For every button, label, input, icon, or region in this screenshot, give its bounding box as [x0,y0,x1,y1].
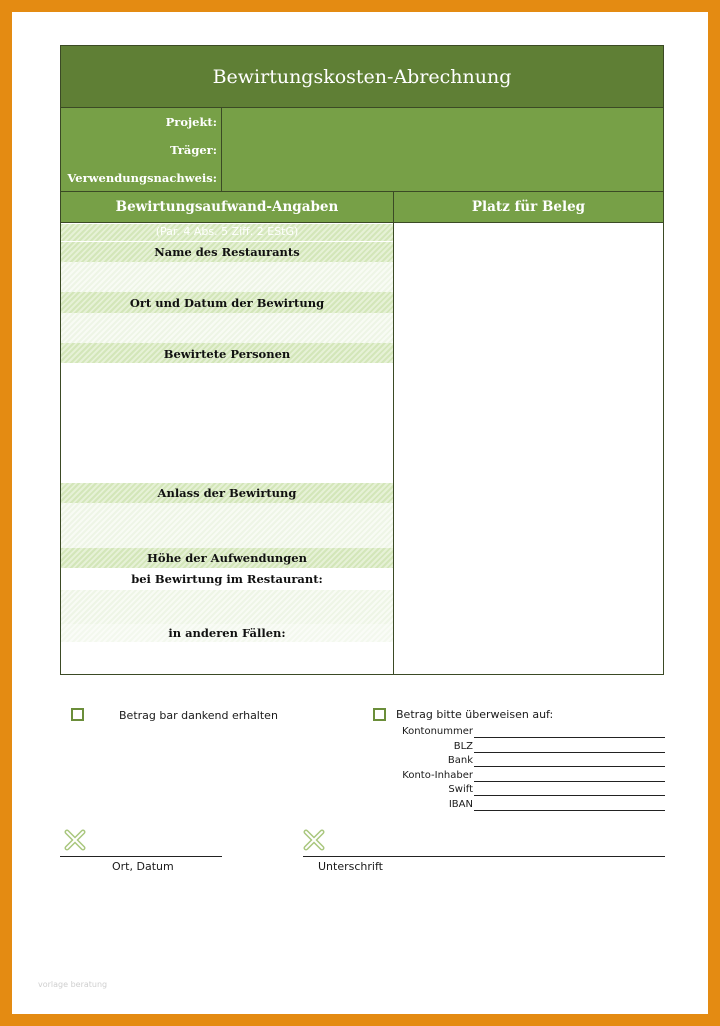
cash-label: Betrag bar dankend erhalten [119,709,278,722]
expense-form [60,45,664,675]
meta-block [61,108,663,192]
document-page [12,12,708,1014]
restaurant-name-field[interactable] [61,262,393,292]
watermark: vorlage beratung [38,980,108,989]
details-column [61,224,393,674]
bank-field-label: IBAN [448,799,473,810]
bank-field-line[interactable] [474,737,665,738]
place-date-line[interactable] [60,856,222,857]
bank-field-line[interactable] [474,752,665,753]
place-date-label: Ort und Datum der Bewirtung [129,296,325,310]
transfer-checkbox[interactable] [373,708,386,721]
meta-labels [61,108,222,191]
traeger-field[interactable] [222,136,663,164]
projekt-label: Projekt: [165,115,217,129]
bank-field-label: Kontonummer [402,726,473,737]
occasion-label: Anlass der Bewirtung [157,486,297,500]
cash-checkbox[interactable] [71,708,84,721]
persons-field[interactable] [61,363,393,483]
form-title: Bewirtungskosten-Abrechnung [61,46,663,108]
signature-label: Unterschrift [318,860,383,873]
restaurant-name-label: Name des Restaurants [154,245,300,259]
bank-field-line[interactable] [474,781,665,782]
place-date-signature-label: Ort, Datum [112,860,174,873]
bank-field-label: BLZ [453,741,473,752]
occasion-field[interactable] [61,503,393,548]
persons-label: Bewirtete Personen [163,347,291,361]
amount-restaurant-label: bei Bewirtung im Restaurant: [131,572,323,586]
amount-label: Höhe der Aufwendungen [147,551,307,565]
verwendungsnachweis-label: Verwendungsnachweis: [67,171,217,185]
traeger-label: Träger: [170,143,217,157]
bank-field-label: Konto-Inhaber [402,770,473,781]
receipt-area [394,224,663,674]
amount-restaurant-field[interactable] [61,590,393,624]
legal-note: (Par. 4 Abs. 5 Ziff. 2 EStG) [155,225,299,238]
amount-other-field[interactable] [61,644,393,674]
bank-field-label: Swift [448,784,473,795]
bank-field-line[interactable] [474,810,665,811]
sign-here-x-icon [64,829,86,851]
bank-field-label: Bank [447,755,473,766]
transfer-label: Betrag bitte überweisen auf: [396,708,554,721]
amount-other-label: in anderen Fällen: [168,626,286,640]
bank-field-line[interactable] [474,795,665,796]
place-date-field[interactable] [61,313,393,343]
projekt-field[interactable] [222,108,663,136]
right-column-header: Platz für Beleg [394,192,663,223]
signature-x-icon [303,829,325,851]
bank-field-line[interactable] [474,766,665,767]
left-column-header: Bewirtungsaufwand-Angaben [61,192,393,223]
signature-line[interactable] [303,856,665,857]
verwendungsnachweis-field[interactable] [222,164,663,191]
